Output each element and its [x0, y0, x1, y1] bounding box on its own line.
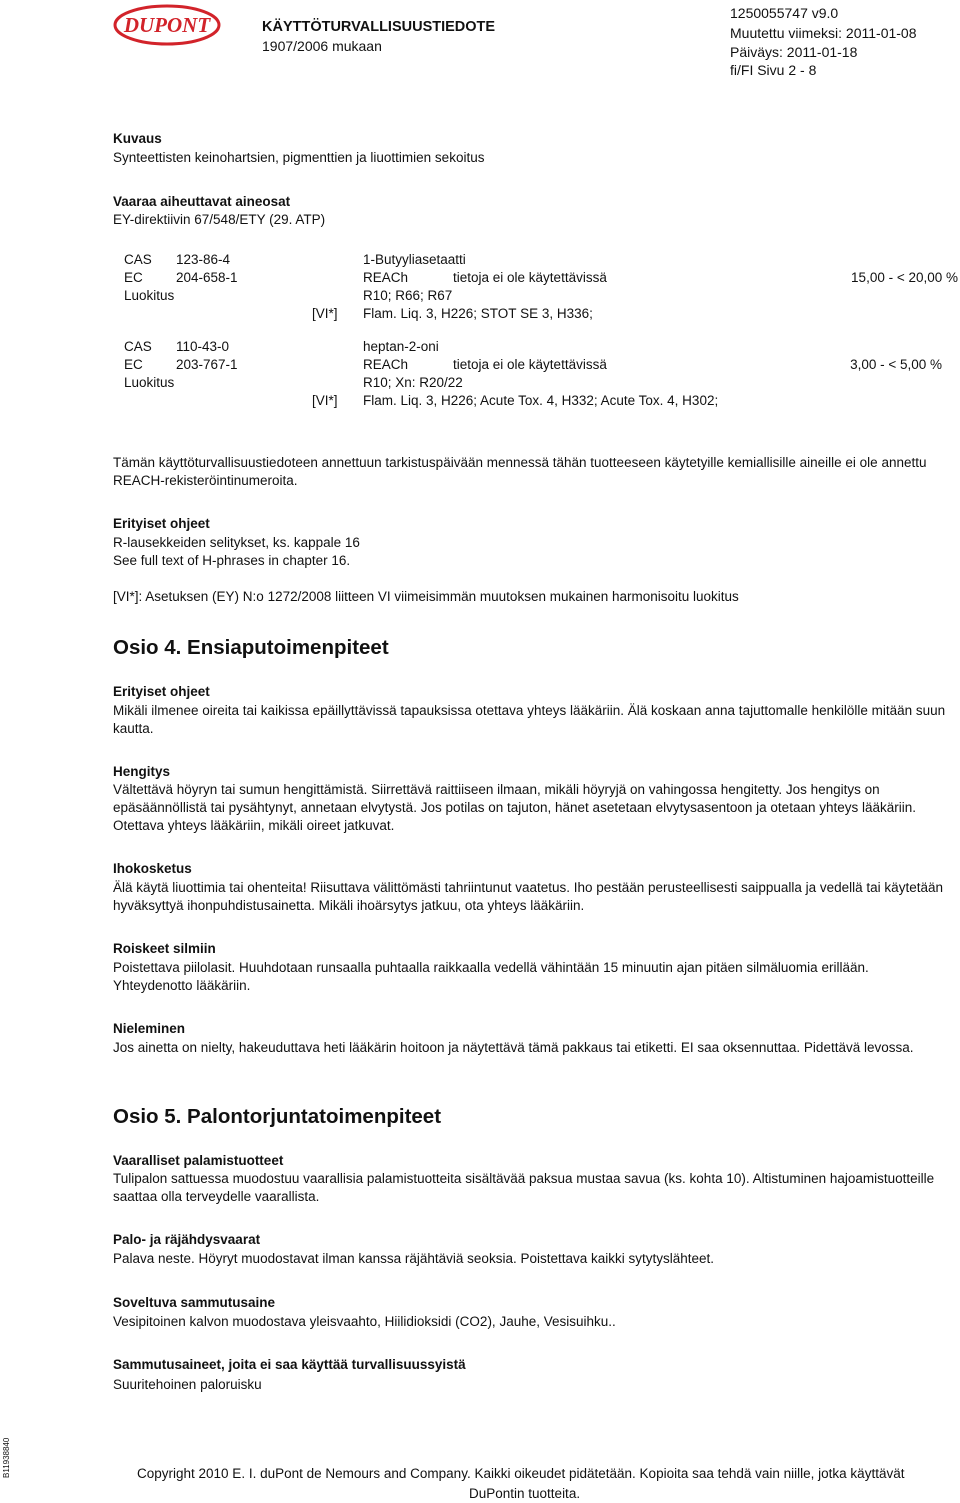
substance-name: heptan-2-oni: [363, 339, 439, 354]
special-notes-line: R-lausekkeiden selitykset, ks. kappale 16: [113, 535, 360, 550]
vi-note: [VI*]: Asetuksen (EY) N:o 1272/2008 liitteen VI viimeisimmän muutoksen mukainen harmonisoitu luokitus: [113, 589, 739, 604]
r-phrases: R10; R66; R67: [363, 288, 453, 303]
dupont-logo: [113, 4, 221, 46]
issue-date: Päiväys: 2011-01-18: [730, 44, 858, 60]
reach-text: tietoja ei ole käytettävissä: [453, 357, 607, 372]
first-aid-heading: Erityiset ohjeet: [113, 684, 210, 699]
ingestion-text: Jos ainetta on nielty, hakeuduttava heti lääkärin hoitoon ja näytettävä tämä pakkaus tai etiketti. EI saa oksennuttaa. Pidettävä levossa.: [113, 1040, 914, 1055]
ec-number: 204-658-1: [176, 270, 238, 285]
reach-label: REACh: [363, 357, 409, 372]
fire-hazards-text: Palava neste. Höyryt muodostavat ilman kanssa räjähtäviä seoksia. Poistettava kaikki sytytyslähteet.: [113, 1251, 715, 1266]
ec-label: EC: [124, 357, 143, 372]
description-text: Synteettisten keinohartsien, pigmenttien ja liuottimien sekoitus: [113, 150, 485, 165]
regulation: 1907/2006 mukaan: [262, 38, 382, 54]
vi-label: [VI*]: [312, 306, 338, 321]
description-heading: Kuvaus: [113, 131, 162, 146]
combustion-products-text: Tulipalon sattuessa muodostuu vaarallisia palamistuotteita sisältävää paksua mustaa savua (ks. kohta 10). Altistuminen hajoamistuotteille saattaa olla terveydelle vaarallista.: [113, 1171, 935, 1204]
inhalation-text: Vältettävä höyryn tai sumun hengittämistä. Siirrettävä raittiiseen ilmaan, mikäli höyryjä on vahingossa hengitetty. Jos hengitys on epäsäännöllistä tai pysähtynyt, annetaan elvytystä. Jos potilas on tajuton, hänet asetetaan elvytysasentoon ja otetaan yhteys lääkäriin. Otettava yhteys lääkäriin, mikäli oireet jatkuvat.: [113, 782, 917, 833]
section-5-title: Osio 5. Palontorjuntatoimenpiteet: [113, 1105, 442, 1128]
substance-name: 1-Butyyliasetaatti: [363, 252, 466, 267]
concentration: 3,00 - < 5,00 %: [850, 357, 942, 372]
footer-copyright-line2: DuPontin tuotteita.: [469, 1486, 581, 1501]
inhalation-heading: Hengitys: [113, 764, 171, 779]
h-phrases: Flam. Liq. 3, H226; Acute Tox. 4, H332; Acute Tox. 4, H302;: [363, 393, 719, 408]
logo-text: DUPONT: [123, 13, 211, 37]
suitable-media-text: Vesipitoinen kalvon muodostava yleisvaahto, Hiilidioksidi (CO2), Jauhe, Vesisuihku..: [113, 1314, 616, 1329]
document-code: [0, 1430, 12, 1480]
vi-label: [VI*]: [312, 393, 338, 408]
classification-label: Luokitus: [124, 375, 175, 390]
special-notes-heading: Erityiset ohjeet: [113, 516, 210, 531]
classification-label: Luokitus: [124, 288, 175, 303]
skin-heading: Ihokosketus: [113, 861, 192, 876]
ec-number: 203-767-1: [176, 357, 238, 372]
revised-date: Muutettu viimeksi: 2011-01-08: [730, 25, 917, 41]
page-number: fi/FI Sivu 2 - 8: [730, 62, 817, 78]
r-phrases: R10; Xn: R20/22: [363, 375, 463, 390]
directive: EY-direktiivin 67/548/ETY (29. ATP): [113, 212, 326, 227]
skin-text: Älä käytä liuottimia tai ohenteita! Riisuttava välittömästi tahriintunut vaatetus. Iho pestään perusteellisesti saippualla ja vedellä tai käytetään hyväksyttyä ihonpuhdistusainetta. Mikäli ihoärsytys jatkuu, ota yhteys lääkäriin.: [113, 880, 943, 913]
unsuitable-media-heading: Sammutusaineet, joita ei saa käyttää turvallisuussyistä: [113, 1357, 466, 1372]
first-aid-text: Mikäli ilmenee oireita tai kaikissa epäillyttävissä tapauksissa otettava yhteys lääkäriin. Älä koskaan anna tajuttomalle henkilölle mitään suun kautta.: [113, 703, 946, 736]
h-phrases: Flam. Liq. 3, H226; STOT SE 3, H336;: [363, 306, 593, 321]
ingestion-heading: Nieleminen: [113, 1021, 186, 1036]
doc-id: 1250055747 v9.0: [730, 5, 839, 21]
cas-label: CAS: [124, 252, 152, 267]
section-4-title: Osio 4. Ensiaputoimenpiteet: [113, 636, 389, 659]
ec-label: EC: [124, 270, 143, 285]
cas-number: 110-43-0: [176, 339, 230, 354]
hazardous-heading: Vaaraa aiheuttavat aineosat: [113, 194, 291, 209]
cas-number: 123-86-4: [176, 252, 231, 267]
fire-hazards-heading: Palo- ja räjähdysvaarat: [113, 1232, 261, 1247]
reach-note: Tämän käyttöturvallisuustiedoteen annettuun tarkistuspäivään mennessä tähän tuotteeseen käytetyille kemiallisille aineille ei ole annettu REACH-rekisteröintinumeroita.: [113, 455, 927, 488]
special-notes-line: See full text of H-phrases in chapter 16.: [113, 553, 351, 568]
document-title: KÄYTTÖTURVALLISUUSTIEDOTE: [262, 19, 496, 35]
suitable-media-heading: Soveltuva sammutusaine: [113, 1295, 276, 1310]
combustion-products-heading: Vaaralliset palamistuotteet: [113, 1153, 284, 1168]
eyes-text: Poistettava piilolasit. Huuhdotaan runsaalla puhtaalla raikkaalla vedellä vähintään 15 minuutin ajan pitäen silmäluomia erillään. Yhteydenotto lääkäriin.: [113, 960, 869, 993]
eyes-heading: Roiskeet silmiin: [113, 941, 216, 956]
reach-text: tietoja ei ole käytettävissä: [453, 270, 607, 285]
cas-label: CAS: [124, 339, 152, 354]
unsuitable-media-text: Suuritehoinen paloruisku: [113, 1377, 262, 1392]
footer-copyright: Copyright 2010 E. I. duPont de Nemours and Company. Kaikki oikeudet pidätetään. Kopioita saa tehdä vain niille, jotka käyttävät: [137, 1466, 905, 1481]
concentration: 15,00 - < 20,00 %: [851, 270, 958, 285]
document-code-text: B11938840: [2, 1437, 11, 1478]
reach-label: REACh: [363, 270, 409, 285]
